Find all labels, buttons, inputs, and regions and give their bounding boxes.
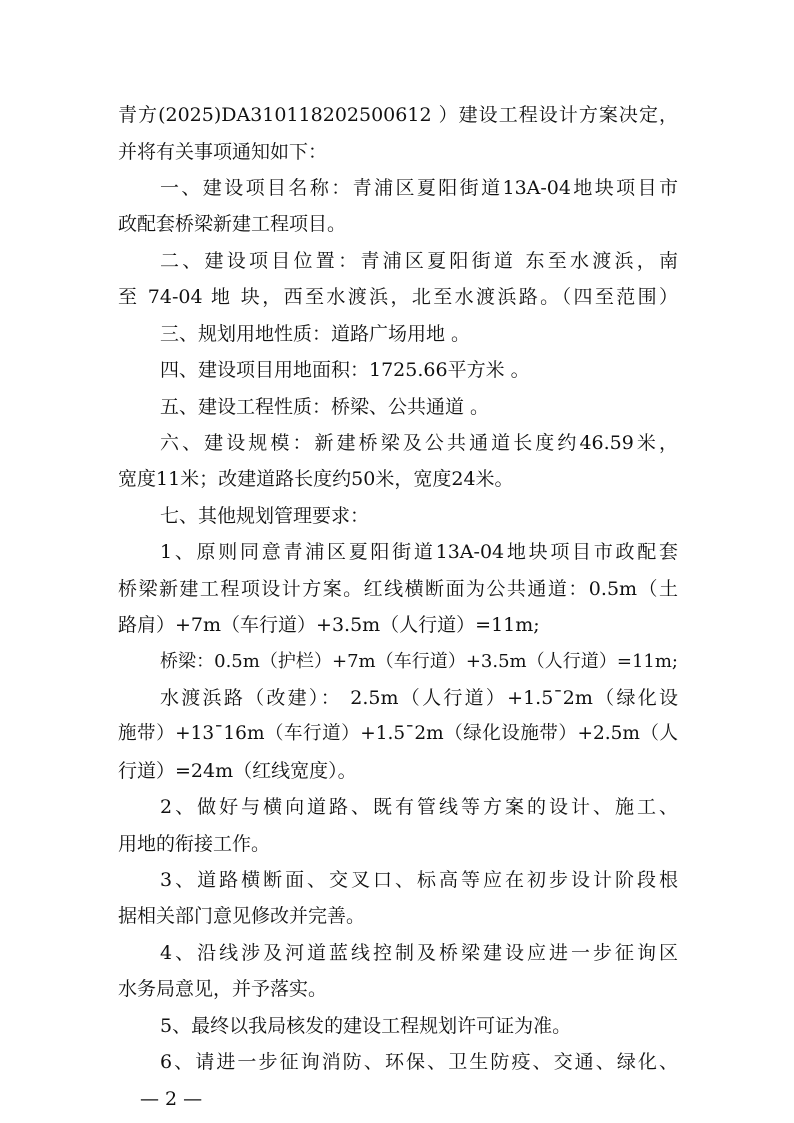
body-line-16: 桥梁：0.5m（护栏）+7m（车行道）+3.5m（人行道）=11m; xyxy=(160,651,678,672)
body-line-26: 5、最终以我局核发的建设工程规划许可证为准。 xyxy=(160,1015,572,1037)
page-number: — 2 — xyxy=(140,1088,203,1110)
body-line-18: 施带）+13¯16m（车行道）+1.5¯2m（绿化设施带）+2.5m（人 xyxy=(118,723,678,744)
body-line-23: 据相关部门意见修改并完善。 xyxy=(118,905,366,927)
body-line-2: 并将有关事项通知如下： xyxy=(118,141,328,163)
body-line-17: 水渡浜路（改建）： 2.5m（人行道）+1.5¯2m（绿化设 xyxy=(160,687,678,709)
body-line-27: 6、请进一步征询消防、环保、卫生防疫、交通、绿化、 xyxy=(160,1051,678,1073)
body-line-4: 政配套桥梁新建工程项目。 xyxy=(118,213,347,235)
body-line-15: 路肩）+7m（车行道）+3.5m（人行道）=11m; xyxy=(118,614,540,636)
body-line-1: 青方(2025)DA310118202500612 ）建设工程设计方案决定， xyxy=(118,104,678,126)
body-line-8: 四、建设项目用地面积：1725.66平方米 。 xyxy=(160,359,530,381)
body-line-10: 六、建设规模：新建桥梁及公共通道长度约46.59米， xyxy=(160,432,678,454)
body-line-20: 2、做好与横向道路、既有管线等方案的设计、施工、 xyxy=(160,796,678,818)
body-line-22: 3、道路横断面、交叉口、标高等应在初步设计阶段根 xyxy=(160,869,678,891)
body-line-19: 行道）=24m（红线宽度）。 xyxy=(118,760,357,782)
body-line-21: 用地的衔接工作。 xyxy=(118,833,271,855)
body-line-6: 至 74-04 地 块，西至水渡浜，北至水渡浜路。（四至范围） xyxy=(118,286,678,308)
body-line-3: 一、建设项目名称：青浦区夏阳街道13A-04地块项目市 xyxy=(160,177,678,199)
body-line-11: 宽度11米；改建道路长度约50米，宽度24米。 xyxy=(118,468,514,490)
body-line-13: 1、原则同意青浦区夏阳街道13A-04地块项目市政配套 xyxy=(160,541,678,563)
body-line-12: 七、其他规划管理要求： xyxy=(160,505,370,527)
body-line-25: 水务局意见，并予落实。 xyxy=(118,978,328,1000)
body-line-24: 4、沿线涉及河道蓝线控制及桥梁建设应进一步征询区 xyxy=(160,942,678,964)
body-line-14: 桥梁新建工程项设计方案。红线横断面为公共通道：0.5m（土 xyxy=(118,578,678,600)
body-line-7: 三、规划用地性质：道路广场用地 。 xyxy=(160,323,471,345)
body-line-9: 五、建设工程性质：桥梁、公共通道 。 xyxy=(160,396,490,418)
body-line-5: 二、建设项目位置：青浦区夏阳街道 东至水渡浜，南 xyxy=(160,250,678,272)
